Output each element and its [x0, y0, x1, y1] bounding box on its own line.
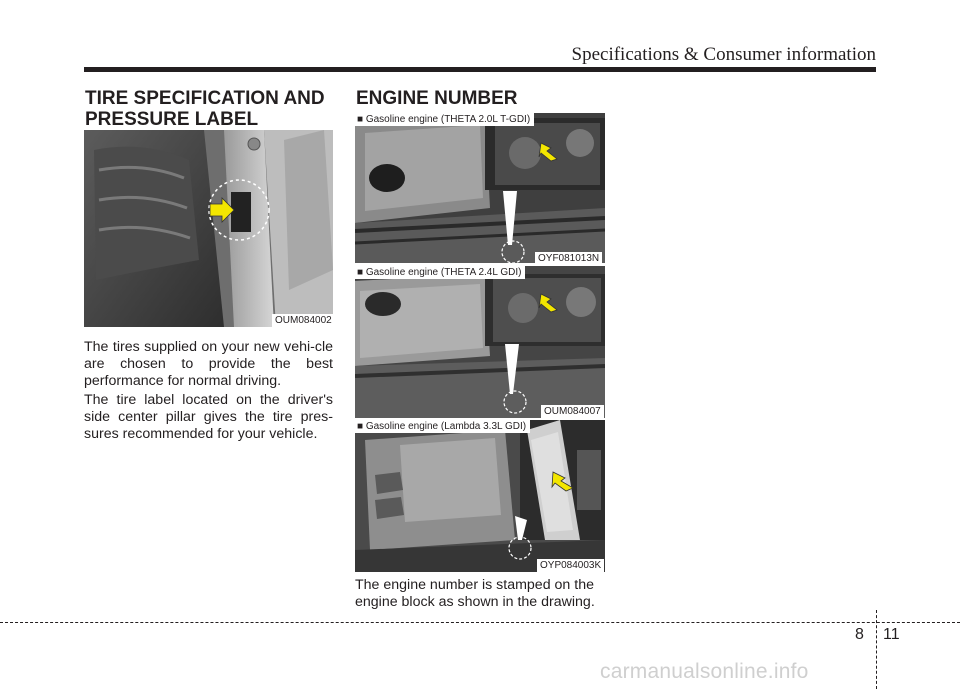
engine-image-theta-24: [355, 266, 605, 418]
engine-caption-3: ■ Gasoline engine (Lambda 3.3L GDI): [355, 420, 530, 433]
engine-illustration-1: [355, 113, 605, 263]
tire-section-title: [85, 88, 325, 130]
engine-image-code-1: OYF081013N: [535, 252, 602, 265]
engine-caption-2: ■ Gasoline engine (THETA 2.4L GDI): [355, 266, 525, 279]
tire-title-line1: TIRE SPECIFICATION AND: [85, 88, 325, 109]
tire-title-line2: PRESSURE LABEL: [85, 109, 259, 130]
watermark-text: carmanualsonline.info: [600, 660, 809, 683]
header-rule: [84, 67, 876, 72]
engine-caption-1: ■ Gasoline engine (THETA 2.0L T-GDI): [355, 113, 534, 126]
engine-paragraph: The engine number is stamped on the engine block as shown in the drawing.: [355, 577, 595, 610]
tire-label-illustration: [84, 130, 333, 327]
tire-paragraph-1: The tires supplied on your new vehi-cle are chosen to provide the best performance for normal driving.: [84, 339, 333, 389]
engine-section-title: ENGINE NUMBER: [356, 88, 518, 109]
engine-image-code-3: OYP084003K: [537, 559, 604, 572]
page-number: 11: [883, 626, 900, 643]
engine-image-code-2: OUM084007: [541, 405, 604, 418]
chapter-number: 8: [855, 626, 864, 643]
engine-image-lambda-33: [355, 420, 605, 572]
footer-rule: [0, 622, 960, 623]
engine-image-theta-20: [355, 113, 605, 263]
tire-image-code: OUM084002: [272, 314, 335, 327]
tire-paragraph-2: The tire label located on the driver's side center pillar gives the tire pres-sures recommended for your vehicle.: [84, 392, 333, 442]
engine-illustration-2: [355, 266, 605, 418]
tire-label-image: [84, 130, 333, 327]
engine-illustration-3: [355, 420, 605, 572]
running-header: Specifications & Consumer information: [571, 44, 876, 65]
footer-divider: [876, 610, 877, 689]
